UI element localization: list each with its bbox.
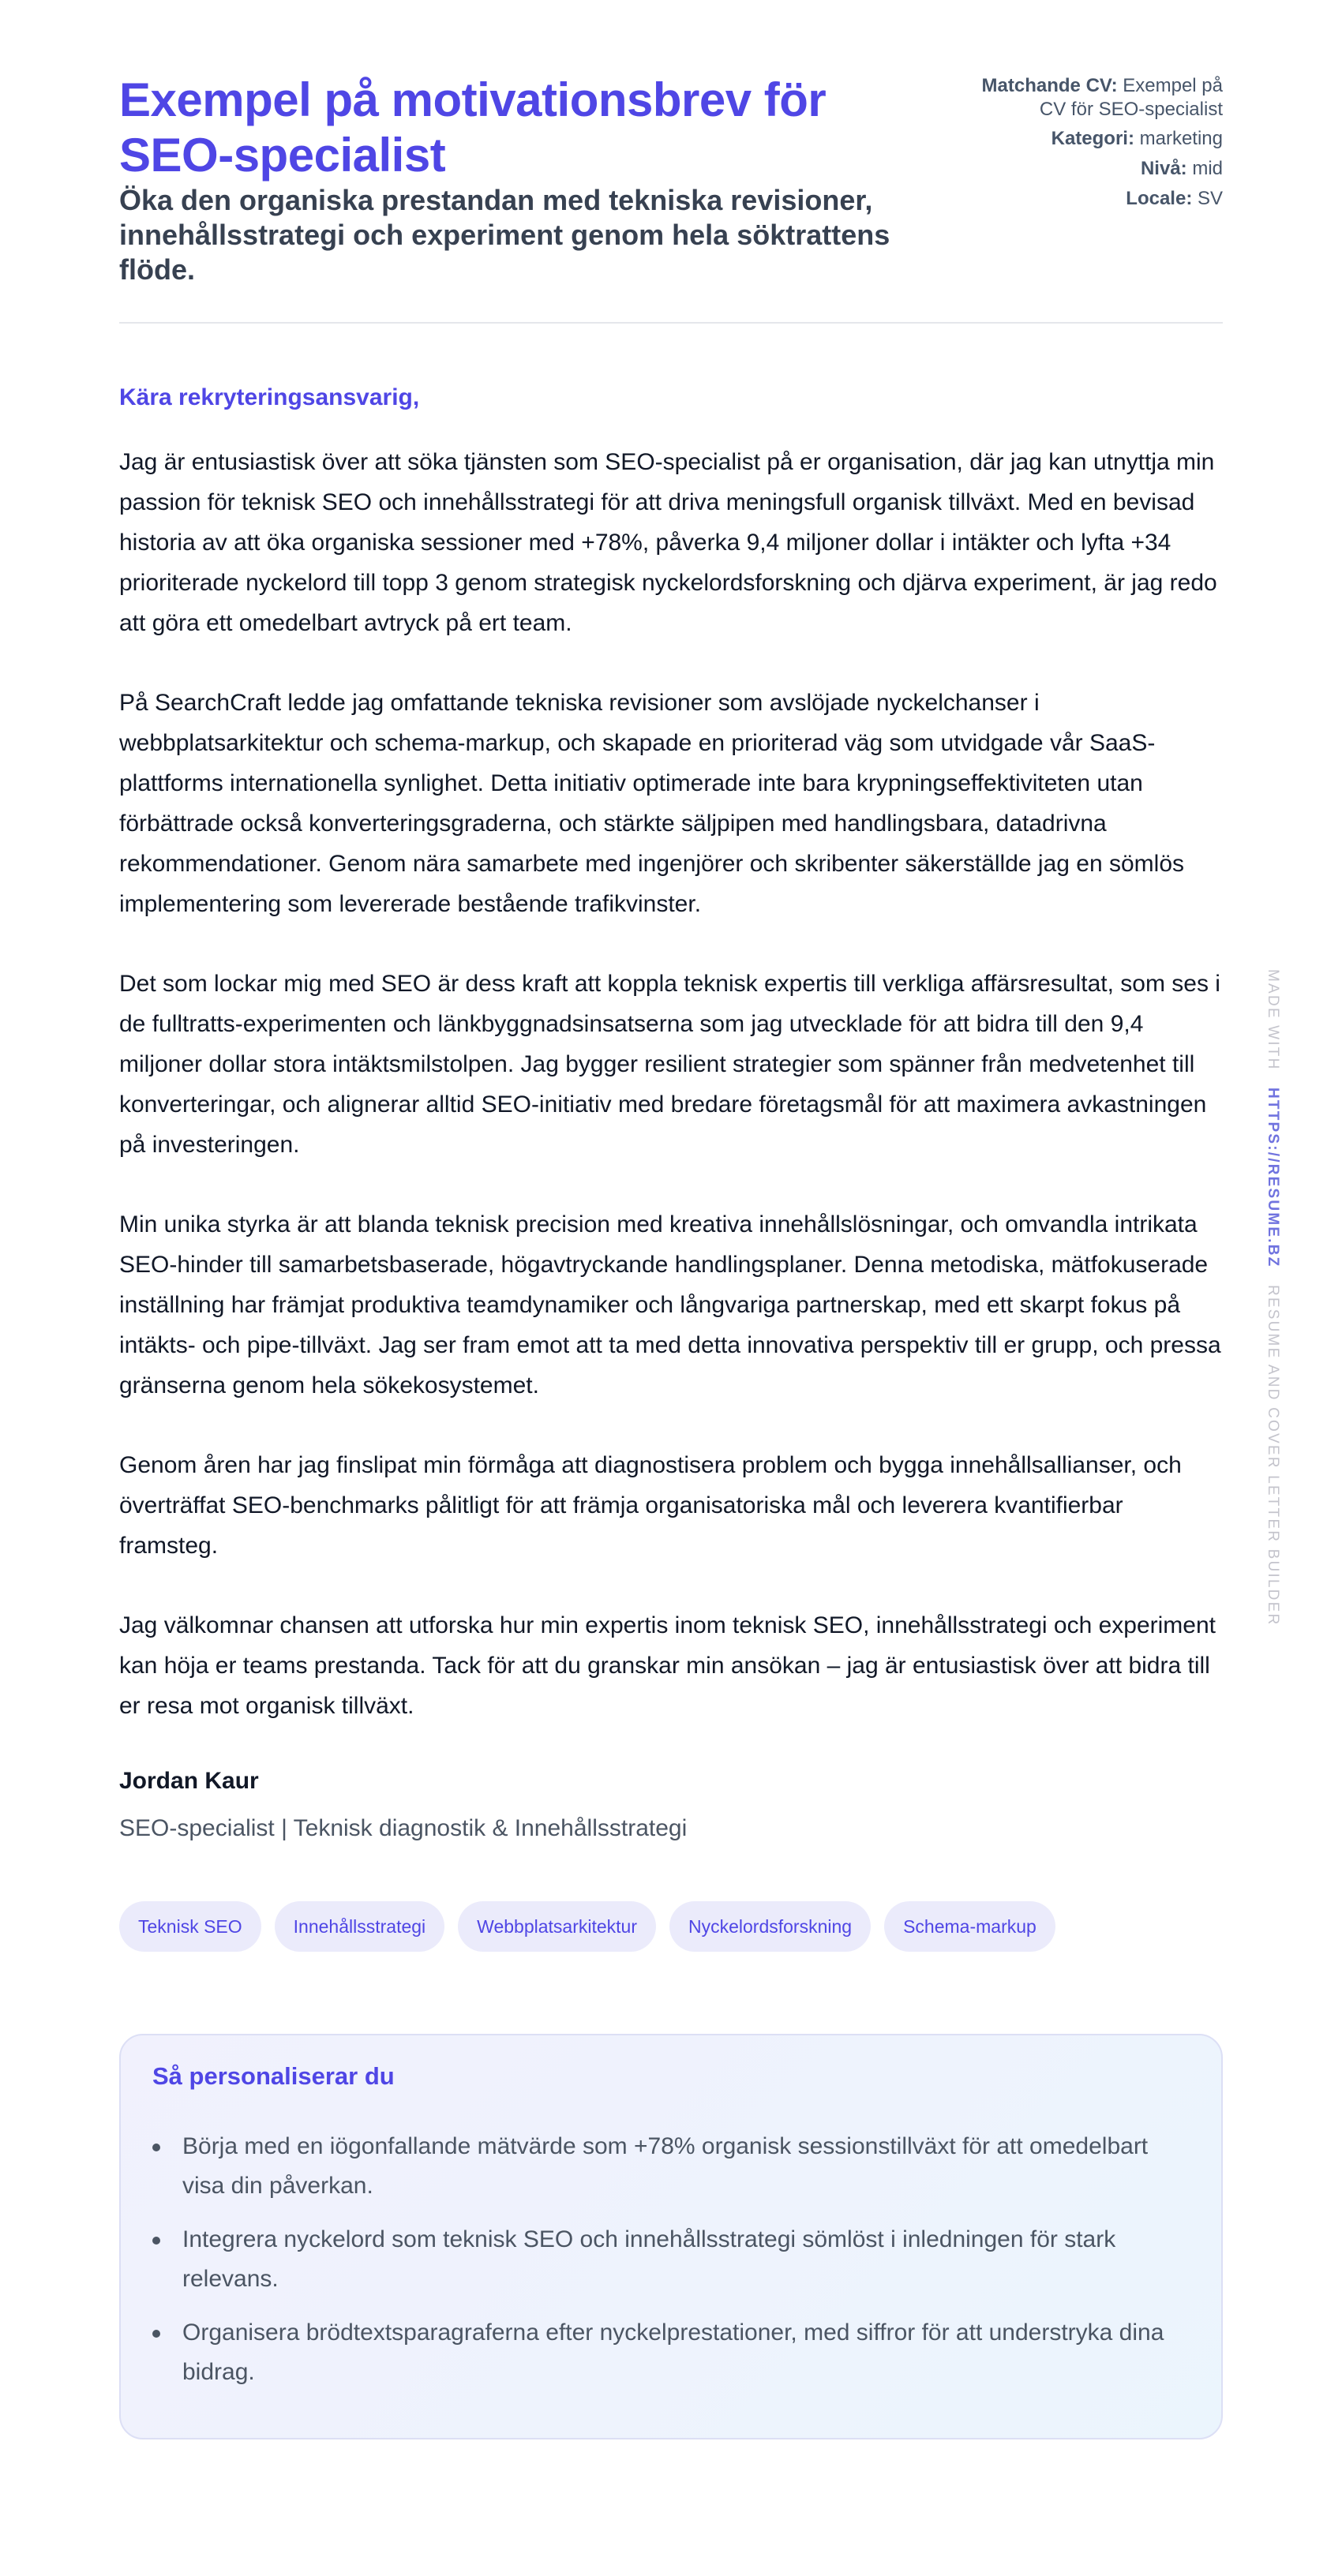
side-credit-suffix: RESUME AND COVER LETTER BUILDER (1265, 1284, 1281, 1627)
meta-locale (978, 186, 1223, 212)
header (119, 0, 1223, 287)
skill-tag[interactable]: Schema-markup (884, 1901, 1055, 1952)
letter-paragraph: Jag välkomnar chansen att utforska hur min expertis inom teknisk SEO, innehållsstrategi och experiment kan höja er teams prestanda. Tack för att du granskar min ansökan – jag är entusiastisk över att bidra till er resa mot organisk tillväxt. (119, 1612, 1216, 1719)
skill-tag[interactable]: Innehållsstrategi (275, 1901, 445, 1952)
personalization-tips-card (119, 2034, 1223, 2439)
tip-item: Organisera brödtextsparagraferna efter nyckelprestationer, med siffror för att understryka dina bidrag. (152, 2313, 1190, 2392)
meta-category (978, 126, 1223, 152)
page-title: Exempel på motivationsbrev för SEO-specialist (119, 73, 827, 182)
signature (119, 1765, 1223, 1844)
tip-item: Börja med en iögonfallande mätvärde som +78% organisk sessionstillväxt för att omedelbart visa din påverkan. (152, 2127, 1190, 2206)
side-credit (1264, 969, 1281, 1626)
letter-paragraph: På SearchCraft ledde jag omfattande tekniska revisioner som avslöjade nyckelchanser i webbplatsarkitektur och schema-markup, och skapade en prioriterad väg som utvidgade vår SaaS-plattforms internationella synlighet. Detta initiativ optimerade inte bara krypningseffektiviteten utan förbättrade också konverteringsgraderna, och stärkte säljpipen med handlingsbara, datadrivna rekommendationer. Genom nära samarbete med ingenjörer och skribenter säkerställde jag en sömlös implementering som levererade bestående trafikvinster. (119, 690, 1185, 917)
header-left (119, 73, 948, 287)
letter-paragraph: Det som lockar mig med SEO är dess kraft att koppla teknisk expertis till verkliga affärsresultat, som ses i de fulltratts-experimenten och länkbyggnadsinsatserna som jag utvecklade för att bidra till den 9,4 miljoner dollar stora intäktsmilstolpen. Jag bygger resilient strategier som spänner från medvetenhet till konverteringar, och alignerar alltid SEO-initiativ med bredare företagsmål för att maximera avkastningen på investeringen. (119, 971, 1220, 1158)
meta-panel (978, 73, 1223, 216)
tip-item: Integrera nyckelord som teknisk SEO och innehållsstrategi sömlöst i inledningen för stark relevans. (152, 2220, 1190, 2299)
meta-category-label: Kategori: (1051, 128, 1134, 149)
letter-paragraph: Genom åren har jag finslipat min förmåga att diagnostisera problem och bygga innehållsallianser, och överträffat SEO-benchmarks pålitligt för att främja organisatoriska mål och leverera kvantifierbar framsteg. (119, 1452, 1182, 1559)
skill-tag[interactable]: Webbplatsarkitektur (458, 1901, 656, 1952)
tips-title: Så personaliserar du (152, 2062, 395, 2090)
meta-locale-label: Locale: (1126, 188, 1193, 209)
signature-title: SEO-specialist | Teknisk diagnostik & Innehållsstrategi (119, 1815, 688, 1841)
meta-matching-cv-value[interactable]: Exempel på CV för SEO-specialist (1039, 75, 1223, 120)
letter-body (119, 442, 1223, 1726)
letter-greeting: Kära rekryteringsansvarig, (119, 384, 420, 410)
side-credit-prefix: MADE WITH (1265, 969, 1281, 1071)
skill-tag[interactable]: Nyckelordsforskning (669, 1901, 871, 1952)
meta-matching-cv (978, 74, 1223, 122)
tips-list (152, 2127, 1190, 2392)
letter-paragraph: Jag är entusiastisk över att söka tjänsten som SEO-specialist på er organisation, där jag kan utnyttja min passion för teknisk SEO och innehållsstrategi för att driva meningsfull organisk tillväxt. Med en bevisad historia av att öka organiska sessioner med +78%, påverka 9,4 miljoner dollar i intäkter och lyfta +34 prioriterade nyckelord till topp 3 genom strategisk nyckelordsforskning och djärva experiment, är jag redo att göra ett omedelbart avtryck på ert team. (119, 449, 1217, 636)
letter-paragraph: Min unika styrka är att blanda teknisk precision med kreativa innehållslösningar, och omvandla intrikata SEO-hinder till samarbetsbaserade, högavtryckande handlingsplaner. Denna metodiska, mätfokuserade inställning har främjat produktiva teamdynamiker och långvariga partnerskap, med ett skarpt fokus på intäkts- och pipe-tillväxt. Jag ser fram emot att ta med detta innovativa perspektiv till er grupp, och pressa gränserna genom hela sökekosystemet. (119, 1211, 1221, 1398)
meta-category-value: marketing (1139, 128, 1223, 149)
header-divider (119, 322, 1223, 324)
signature-name: Jordan Kaur (119, 1768, 259, 1794)
meta-locale-value: SV (1197, 188, 1223, 209)
skill-tags (119, 1901, 1223, 1952)
meta-level-label: Nivå: (1140, 158, 1187, 179)
page-subtitle: Öka den organiska prestandan med tekniska revisioner, innehållsstrategi och experiment genom hela söktrattens flöde. (119, 184, 890, 286)
skill-tag[interactable]: Teknisk SEO (119, 1901, 261, 1952)
meta-level (978, 156, 1223, 182)
meta-matching-cv-label: Matchande CV: (981, 75, 1118, 96)
side-credit-link[interactable]: HTTPS://RESUME.BZ (1265, 1088, 1281, 1268)
meta-level-value: mid (1192, 158, 1223, 179)
